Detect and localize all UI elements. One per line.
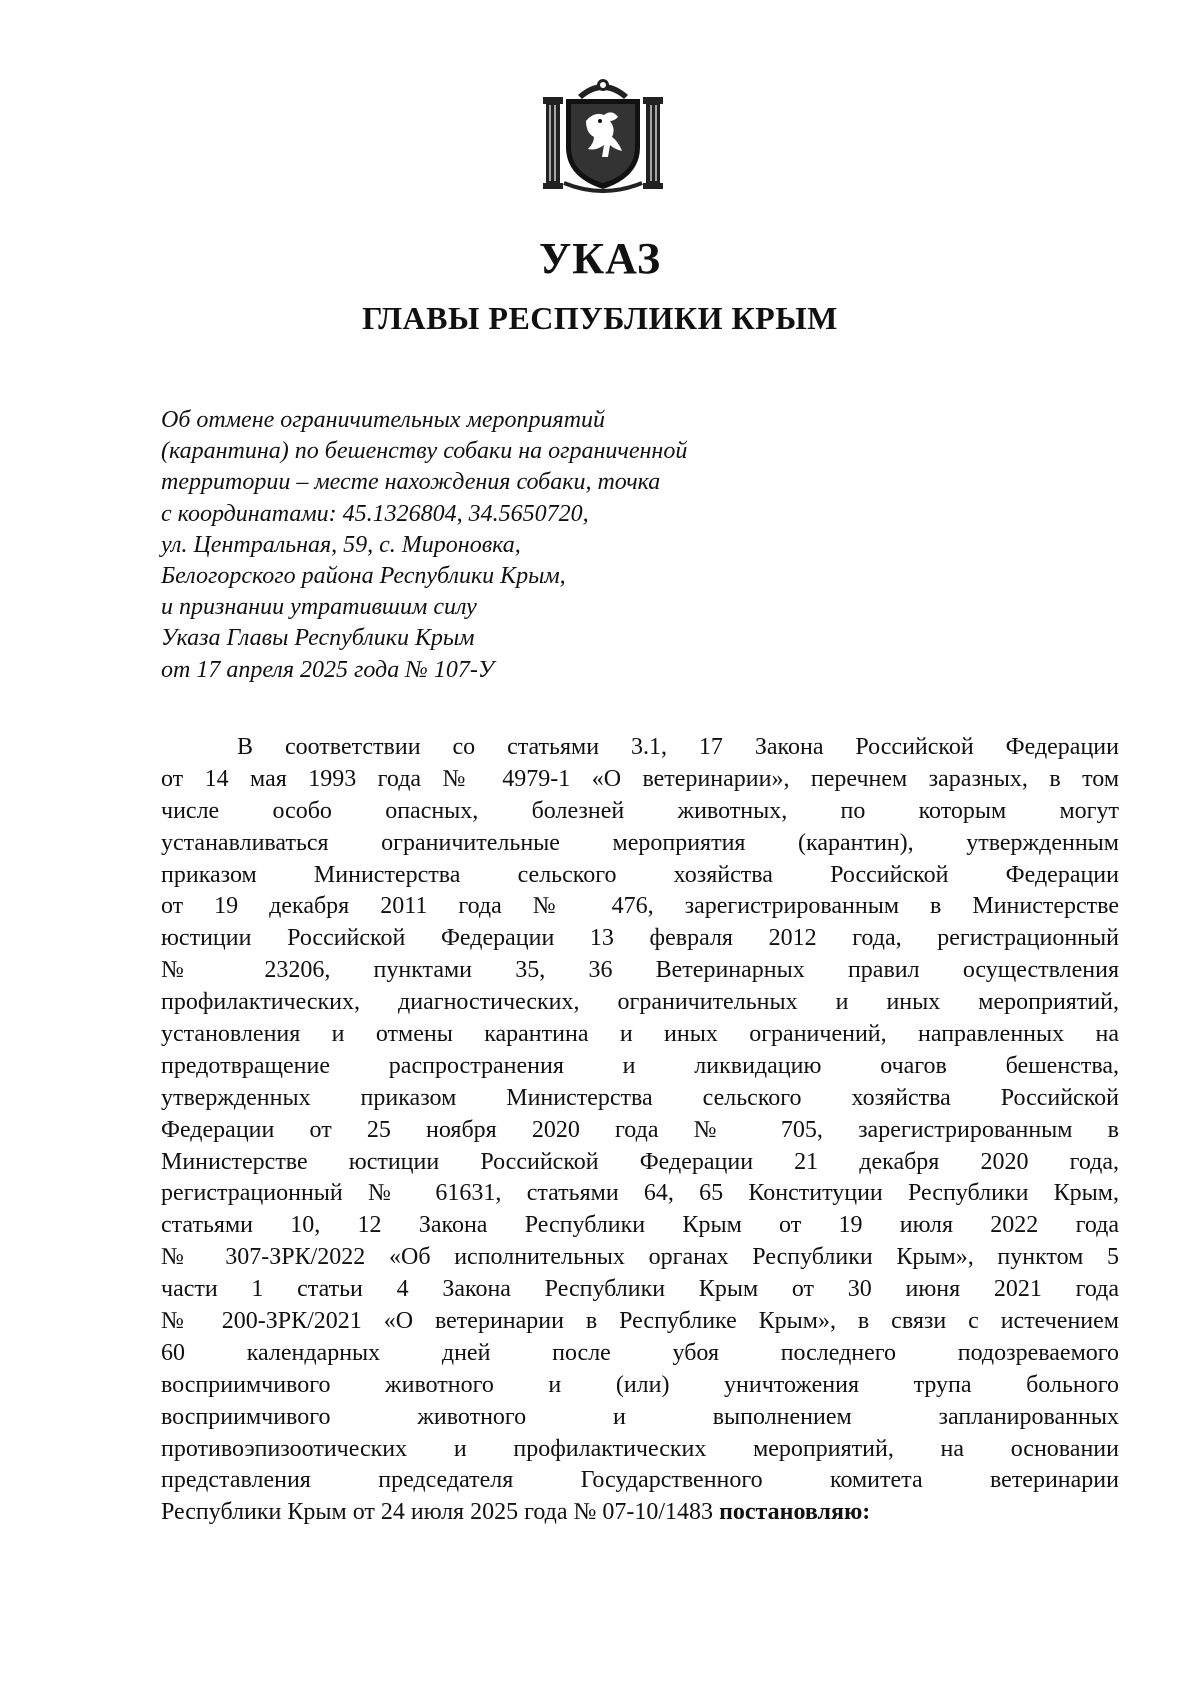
heading-line: ул. Центральная, 59, с. Мироновка, [161,531,521,558]
body-line: противоэпизоотических и профилактических мероприятий, на основании [161,1435,1119,1462]
body-line: Республики Крым от 24 июля 2025 года № 07-10/1483 [161,1499,714,1526]
body-line: № 200-ЗРК/2021 «О ветеринарии в Республике Крым», в связи с истечением [161,1308,1119,1335]
body-line: представления председателя Государственного комитета ветеринарии [161,1467,1119,1494]
body-line: регистрационный № 61631, статьями 64, 65 Конституции Республики Крым, [161,1180,1119,1207]
document-issuer: ГЛАВЫ РЕСПУБЛИКИ КРЫМ [362,300,838,336]
heading-line: Об отмене ограничительных мероприятий [161,407,606,433]
decree-preamble [161,732,1119,1529]
body-line: числе особо опасных, болезней животных, по которым могут [161,797,1119,824]
body-line: 60 календарных дней после убоя последнего подозреваемого [161,1339,1119,1366]
body-line: установления и отмены карантина и иных ограничений, направленных на [161,1021,1119,1048]
body-line: утвержденных приказом Министерства сельского хозяйства Российской [161,1084,1119,1111]
body-line: предотвращение распространения и ликвидацию очагов бешенства, [161,1052,1119,1079]
decree-heading [161,405,821,686]
body-line: В соответствии со статьями 3.1, 17 Закона Российской Федерации [237,734,1119,760]
decree-word: постановляю: [719,1499,871,1526]
body-line: № 23206, пунктами 35, 36 Ветеринарных правил осуществления [161,957,1119,984]
heading-line: с координатами: 45.1326804, 34.5650720, [161,500,589,527]
body-line: устанавливаться ограничительные мероприятия (карантин), утвержденным [161,829,1119,856]
heading-line: Указа Главы Республики Крым [161,625,475,652]
document-title: УКАЗ [538,234,662,283]
body-line: № 307-ЗРК/2022 «Об исполнительных органах Республики Крым», пунктом 5 [161,1244,1119,1271]
body-line: части 1 статьи 4 Закона Республики Крым от 30 июня 2021 года [161,1276,1119,1303]
coat-of-arms-icon [538,75,668,193]
heading-line: (карантина) по бешенству собаки на ограниченной [161,438,688,465]
body-line: статьями 10, 12 Закона Республики Крым от 19 июля 2022 года [161,1212,1119,1239]
heading-line: Белогорского района Республики Крым, [161,563,566,590]
heading-line: и признании утратившим силу [161,594,477,621]
body-line: от 14 мая 1993 года № 4979-1 «О ветеринарии», перечнем заразных, в том [161,765,1119,792]
body-last-line [161,1497,1119,1529]
body-line: приказом Министерства сельского хозяйства Российской Федерации [161,861,1119,888]
body-line: восприимчивого животного и выполнением запланированных [161,1403,1119,1430]
body-line: восприимчивого животного и (или) уничтожения трупа больного [161,1371,1119,1398]
body-line: юстиции Российской Федерации 13 февраля 2012 года, регистрационный [161,925,1119,952]
body-line: от 19 декабря 2011 года № 476, зарегистрированным в Министерстве [161,893,1119,920]
body-line: Федерации от 25 ноября 2020 года № 705, зарегистрированным в [161,1116,1119,1143]
heading-line: территории – месте нахождения собаки, точка [161,469,661,496]
body-line: Министерстве юстиции Российской Федерации 21 декабря 2020 года, [161,1148,1119,1175]
body-line: профилактических, диагностических, ограничительных и иных мероприятий, [161,989,1119,1016]
heading-line: от 17 апреля 2025 года № 107-У [161,656,494,683]
